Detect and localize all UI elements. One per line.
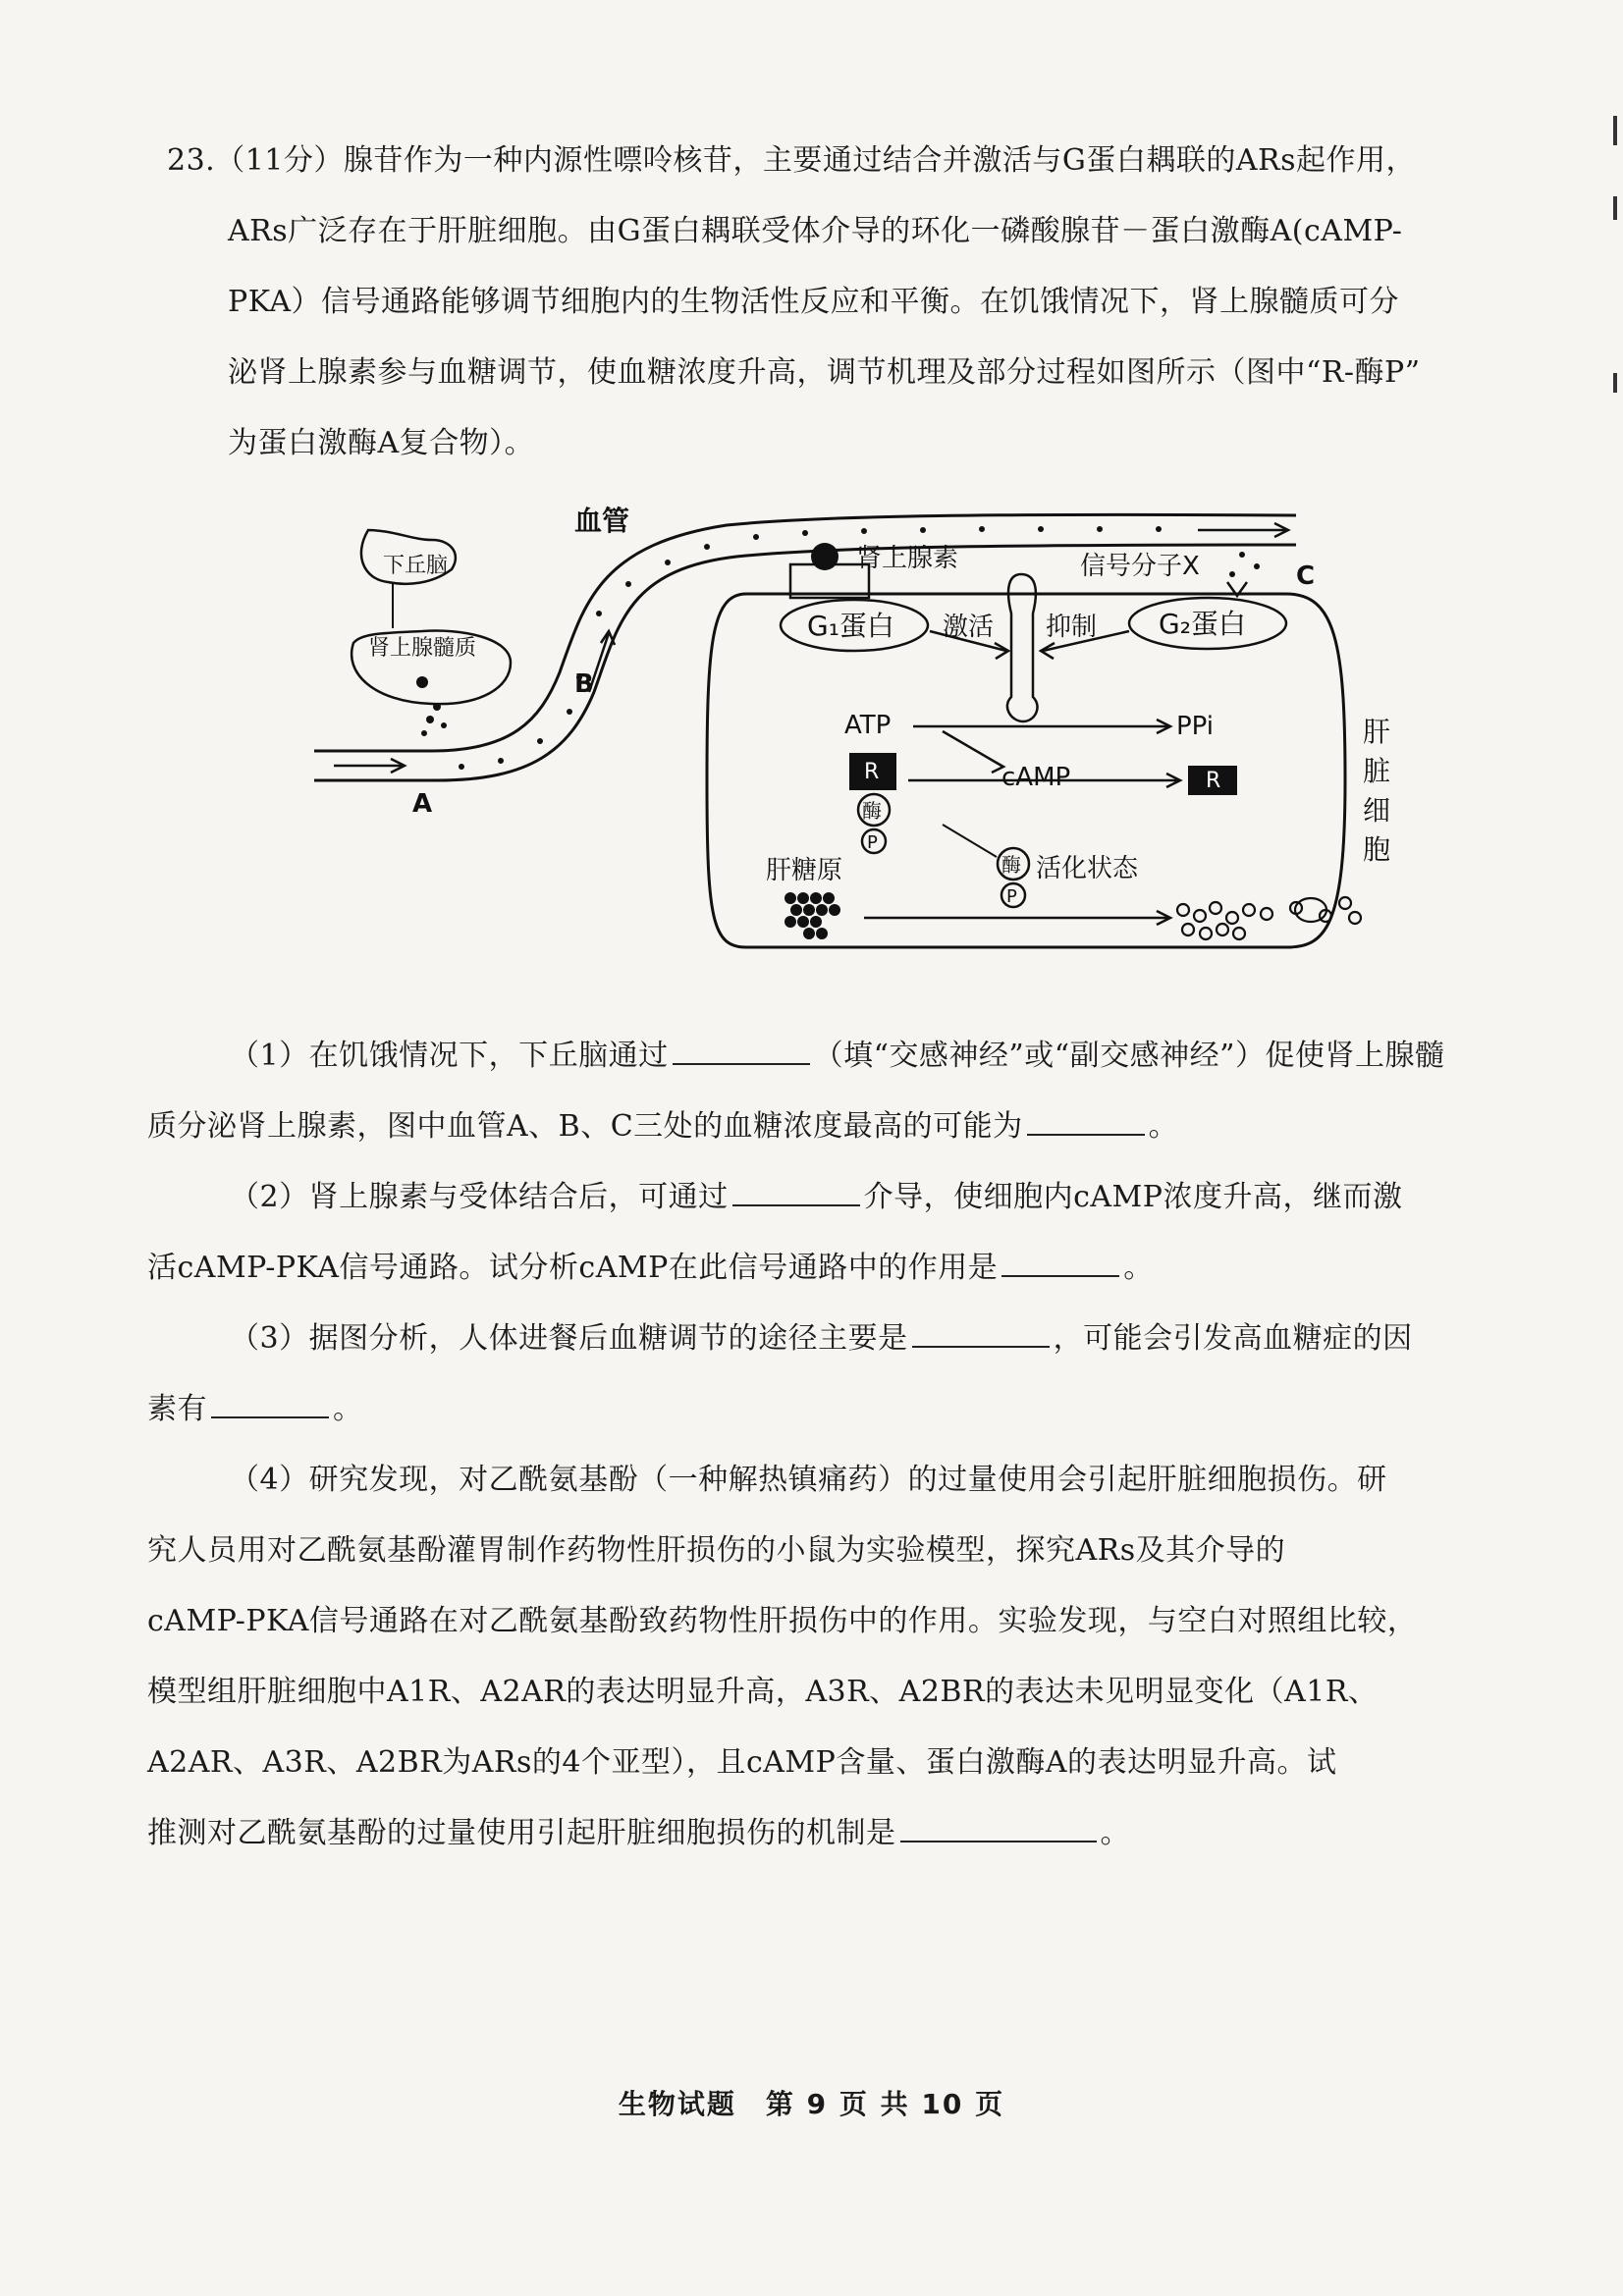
scan-edge-mark xyxy=(1613,196,1617,220)
q3-text: 素有 xyxy=(147,1392,207,1426)
diagram-svg xyxy=(314,486,1404,996)
subquestion-4 xyxy=(147,1445,1522,1516)
glycogen-granules xyxy=(784,892,840,939)
subquestion-1 xyxy=(147,1021,1522,1092)
epinephrine-granules xyxy=(416,676,447,736)
answer-blank[interactable] xyxy=(912,1316,1050,1348)
q1-text: （填“交感神经”或“副交感神经”）促使肾上腺髓 xyxy=(813,1039,1445,1073)
epinephrine-molecule-icon xyxy=(811,543,839,570)
blood-vessel-label: 血管 xyxy=(574,505,630,537)
intro-line: 为蛋白激酶A复合物）。 xyxy=(228,426,535,460)
answer-blank[interactable] xyxy=(1027,1104,1145,1136)
vessel-label-c: C xyxy=(1296,561,1316,591)
enzyme-label: 酶 xyxy=(1001,853,1021,877)
subquestion-3 xyxy=(147,1304,1522,1374)
flow-arrow-icon xyxy=(1198,523,1288,537)
glycogen-breakdown-arrow-icon xyxy=(864,911,1170,925)
subquestion-4-cont: A2AR、A3R、A2BR为ARs的4个亚型），且cAMP含量、蛋白激酶A的表达明显升高。试 xyxy=(147,1745,1337,1780)
question-intro xyxy=(167,126,1522,479)
phosphate-label: P xyxy=(1006,886,1017,907)
adrenal-medulla-label: 肾上腺髓质 xyxy=(368,636,477,661)
intro-line: ARs广泛存在于肝脏细胞。由G蛋白耦联受体介导的环化一磷酸腺苷－蛋白激酶A(cAMP- xyxy=(228,214,1403,248)
active-state-label: 活化状态 xyxy=(1036,854,1139,883)
answer-blank[interactable] xyxy=(1001,1246,1119,1277)
enzyme-label: 酶 xyxy=(862,799,882,823)
q2-text: 活cAMP-PKA信号通路。试分析cAMP在此信号通路中的作用是 xyxy=(147,1251,999,1285)
liver-cell-label: 细 xyxy=(1363,794,1391,827)
subquestion-4-cont: 究人员用对乙酰氨基酚灌胃制作药物性肝损伤的小鼠为实验模型，探究ARs及其介导的 xyxy=(147,1533,1286,1568)
vessel-label-a: A xyxy=(412,789,433,819)
answer-blank[interactable] xyxy=(900,1811,1097,1842)
intro-line: PKA）信号通路能够调节细胞内的生物活性反应和平衡。在饥饿情况下，肾上腺髓质可分 xyxy=(228,285,1400,319)
subquestion-2-cont xyxy=(147,1233,1522,1304)
r-label: R xyxy=(864,760,880,784)
glucose-molecules xyxy=(1177,897,1361,939)
subquestion-3-cont xyxy=(147,1374,1522,1445)
atp-to-ppi-arrow-icon xyxy=(913,720,1170,733)
epinephrine-label: 肾上腺素 xyxy=(856,544,959,573)
answer-blank[interactable] xyxy=(732,1175,860,1206)
answer-blank[interactable] xyxy=(211,1387,329,1418)
q2-text: 。 xyxy=(1123,1251,1154,1285)
atp-label: ATP xyxy=(844,711,892,740)
glycogen-label: 肝糖原 xyxy=(766,856,843,885)
subquestion-4-cont xyxy=(147,1798,1522,1869)
q3-text: （3）据图分析，人体进餐后血糖调节的途径主要是 xyxy=(230,1321,908,1356)
scan-edge-mark xyxy=(1613,373,1617,393)
activate-line xyxy=(943,825,997,857)
q2-text: 介导，使细胞内cAMP浓度升高，继而激 xyxy=(863,1180,1403,1214)
q3-text: ，可能会引发高血糖症的因 xyxy=(1053,1321,1413,1356)
activate-label: 激活 xyxy=(943,613,995,642)
subquestion-1-cont xyxy=(147,1092,1522,1162)
inhibit-label: 抑制 xyxy=(1046,613,1098,642)
ppi-label: PPi xyxy=(1176,712,1215,741)
q4-text: 推测对乙酰氨基酚的过量使用引起肝脏细胞损伤的机制是 xyxy=(147,1816,896,1850)
glucose-transporter-shape xyxy=(1295,898,1326,922)
liver-cell-label: 肝 xyxy=(1363,716,1391,748)
atp-to-camp-arrow-icon xyxy=(943,731,1003,773)
g1-protein-label: G₁蛋白 xyxy=(807,610,894,642)
intro-line: 泌肾上腺素参与血糖调节，使血糖浓度升高，调节机理及部分过程如图所示（图中“R-酶P” xyxy=(228,355,1421,390)
scan-edge-mark xyxy=(1613,116,1617,145)
r-label: R xyxy=(1206,769,1221,793)
q1-text: 。 xyxy=(1148,1109,1179,1144)
subquestion-4-cont: 模型组肝脏细胞中A1R、A2AR的表达明显升高，A3R、A2BR的表达未见明显变化（A1R、 xyxy=(147,1675,1379,1709)
q3-text: 。 xyxy=(333,1392,363,1426)
subquestions xyxy=(147,1021,1522,1869)
phosphate-label: P xyxy=(867,832,878,853)
q4-text: （4）研究发现，对乙酰氨基酚（一种解热镇痛药）的过量使用会引起肝脏细胞损伤。研 xyxy=(230,1463,1387,1497)
q1-text: （1）在饥饿情况下，下丘脑通过 xyxy=(230,1039,669,1073)
vessel-label-b: B xyxy=(574,669,594,699)
subquestion-2 xyxy=(147,1162,1522,1233)
page-footer: 生物试题 第 9 页 共 10 页 xyxy=(618,2088,1005,2120)
camp-label: cAMP xyxy=(1001,763,1071,792)
q2-text: （2）肾上腺素与受体结合后，可通过 xyxy=(230,1180,729,1214)
flow-arrow-icon xyxy=(334,759,405,773)
answer-blank[interactable] xyxy=(673,1034,810,1065)
q1-text: 质分泌肾上腺素，图中血管A、B、C三处的血糖浓度最高的可能为 xyxy=(147,1109,1023,1144)
hypothalamus-label: 下丘脑 xyxy=(383,554,449,578)
regulation-diagram xyxy=(314,486,1404,996)
q4-text: 。 xyxy=(1100,1816,1130,1850)
liver-cell-label: 脏 xyxy=(1363,755,1391,787)
signal-x-label: 信号分子X xyxy=(1080,552,1200,581)
subquestion-4-cont: cAMP-PKA信号通路在对乙酰氨基酚致药物性肝损伤中的作用。实验发现，与空白对照组比较， xyxy=(147,1604,1418,1638)
intro-line: 23.（11分）腺苷作为一种内源性嘌呤核苷，主要通过结合并激活与G蛋白耦联的ARs起作用， xyxy=(167,143,1416,178)
adenylate-cyclase-shape xyxy=(1007,574,1038,721)
g2-protein-label: G₂蛋白 xyxy=(1159,608,1246,640)
liver-cell-label: 胞 xyxy=(1363,833,1391,866)
